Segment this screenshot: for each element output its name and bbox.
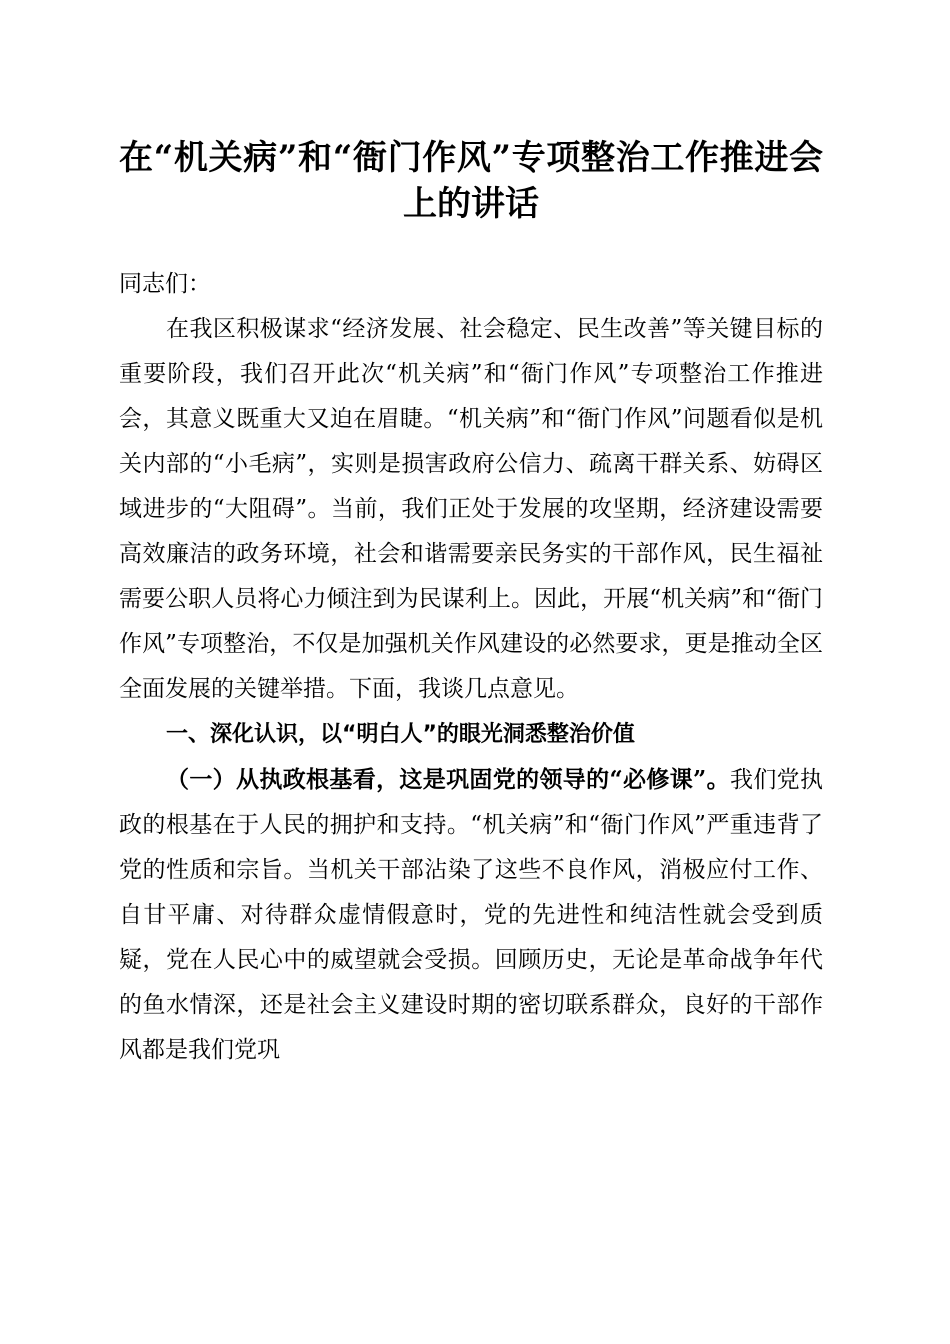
intro-paragraph: 在我区积极谋求“经济发展、社会稳定、民生改善”等关键目标的重要阶段，我们召开此次“机关病”和“衙门作风”专项整治工作推进会，其意义既重大又迫在眉睫。“机关病”和“衙门作风”问题看似是机关内部的“小毛病”，实则是损害政府公信力、疏离干群关系、妨碍区域进步的“大阻碍”。当前，我们正处于发展的攻坚期，经济建设需要高效廉洁的政务环境，社会和谐需要亲民务实的干部作风，民生福祉需要公职人员将心力倾注到为民谋利上。因此，开展“机关病”和“衙门作风”专项整治，不仅是加强机关作风建设的必然要求，更是推动全区全面发展的关键举措。下面，我谈几点意见。 (119, 316, 823, 702)
subsection-paragraph (119, 757, 823, 1073)
document-body (119, 262, 823, 1073)
subsection-text: 我们党执政的根基在于人民的拥护和支持。“机关病”和“衙门作风”严重违背了党的性质和宗旨。当机关干部沾染了这些不良作风，消极应付工作、自甘平庸、对待群众虚情假意时，党的先进性和纯洁性就会受到质疑，党在人民心中的威望就会受损。回顾历史，无论是革命战争年代的鱼水情深，还是社会主义建设时期的密切联系群众，良好的干部作风都是我们党巩 (119, 767, 824, 1063)
section-heading: 一、深化认识，以“明白人”的眼光洞悉整治价值 (166, 722, 635, 747)
document-title: 在“机关病”和“衙门作风”专项整治工作推进会上的讲话 (119, 138, 823, 224)
subsection-heading: （一）从执政根基看，这是巩固党的领导的“必修课”。 (166, 766, 730, 793)
salutation: 同志们： (119, 271, 211, 297)
